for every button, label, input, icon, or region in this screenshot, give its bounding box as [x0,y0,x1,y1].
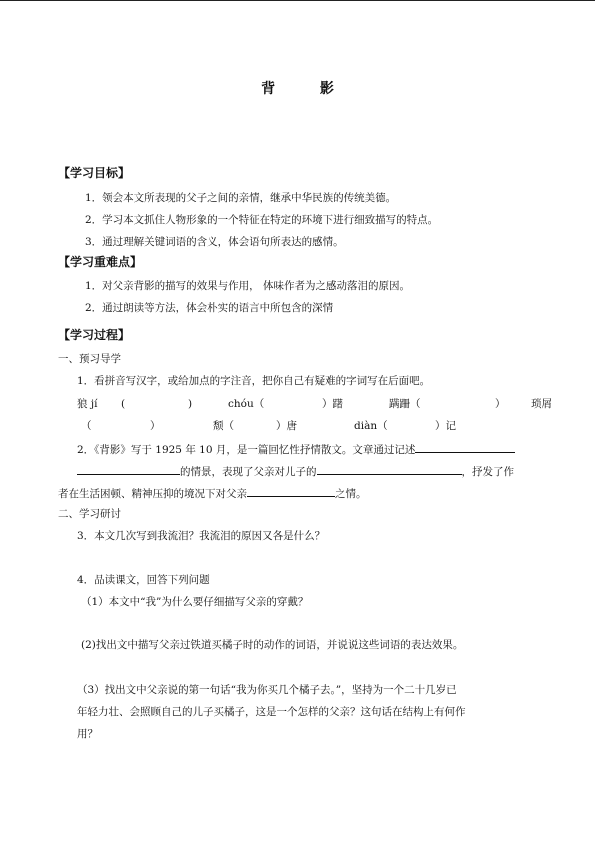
question-2-line-1 [77,441,515,457]
question-4: 4．品读课文，回答下列问题 [77,574,210,586]
keypoint-item-2: 2．通过朗读等方法，体会朴实的语言中所包含的深情 [85,302,334,314]
question-4-1: （1）本文中“我”为什么要仔细描写父亲的穿戴？ [81,596,309,608]
question-1: 1．看拼音写汉字，或给加点的字注音，把你自己有疑难的字词写在后面吧。 [77,375,431,387]
pinyin-paren-close: ) [188,398,193,410]
page-title: 背 影 [261,81,354,97]
goal-item-3: 3．通过理解关键词语的含义，体会语句所表达的感情。 [85,236,344,248]
pinyin-chu: ）躇 [322,398,343,410]
blank-scene-cont[interactable] [77,463,180,475]
part2-heading: 二、学习研讨 [58,508,121,520]
question-2-line-2 [77,463,514,479]
keypoint-item-1: 1．对父亲背影的描写的效果与作用， 体味作者为之感动落泪的原因。 [85,280,411,292]
goal-item-1: 1．领会本文所表现的父子之间的亲情，继承中华民族的传统美德。 [85,192,397,204]
pinyin-panshan: 蹒跚（ [389,398,421,410]
pinyin-lang-ji: 狼 jí [77,398,98,410]
blank-feeling[interactable] [247,485,335,497]
question-2-text-4: 者在生活困顿、精神压抑的境况下对父亲 [58,488,247,500]
pinyin-suoxie: 琐屑 [531,398,552,410]
pinyin-dian: diàn（ [354,420,388,432]
pinyin-tui: 颓（ [213,420,234,432]
blank-love[interactable] [317,463,462,475]
process-heading: 【学习过程】 [58,328,131,342]
question-2-text-3: ，抒发了作 [461,466,514,478]
question-2-line-3 [58,485,367,501]
question-4-3-line-2: 年轻力壮、会照顾自己的儿子买橘子，这是一个怎样的父亲？这句话在结构上有何作 [77,706,466,718]
part1-heading: 一、预习导学 [58,353,121,365]
pinyin-paren-close-2: ） [495,398,506,410]
blank-scene[interactable] [415,441,515,453]
question-3: 3．本文几次写到我流泪？我流泪的原因又各是什么？ [77,530,326,542]
question-2-text-5: 之情。 [335,488,367,500]
goals-heading: 【学习目标】 [58,166,131,180]
question-4-2: (2)找出文中描写父亲过铁道买橘子时的动作的词语，并说说这些词语的表达效果。 [81,639,464,651]
question-2-text-2: 的情景，表现了父亲对儿子的 [180,466,317,478]
pinyin-ji: ）记 [435,420,456,432]
page-top-rule [0,0,595,1]
pinyin-paren-open-3: （ [81,420,92,432]
pinyin-paren-open: ( [121,398,126,410]
pinyin-chou: chóu（ [228,398,265,410]
pinyin-paren-close-3: ） [150,420,161,432]
goal-item-2: 2．学习本文抓住人物形象的一个特征在特定的环境下进行细致描写的特点。 [85,214,439,226]
question-2-text-1: 2．《背影》写于 1925 年 10 月，是一篇回忆性抒情散文。文章通过记述 [77,444,416,456]
keypoints-heading: 【学习重难点】 [58,255,143,269]
question-4-3-line-3: 用？ [77,728,98,740]
question-4-3-line-1: （3）找出文中父亲说的第一句话“我为你买几个橘子去。”，坚持为一个二十几岁已 [77,684,457,696]
pinyin-tang: ）唐 [276,420,297,432]
